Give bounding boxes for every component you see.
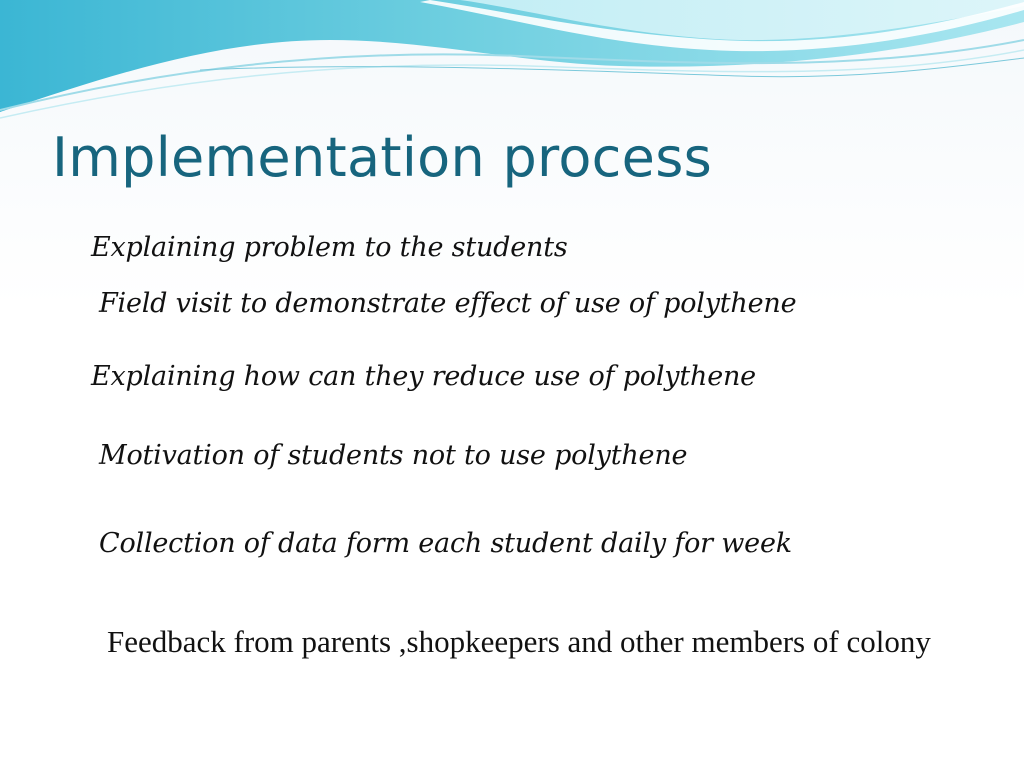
slide-title: Implementation process [52, 126, 713, 189]
header-wave-decoration [0, 0, 1024, 130]
list-item: Field visit to demonstrate effect of use of polythene [99, 288, 797, 319]
list-item: Motivation of students not to use polythene [99, 440, 688, 471]
list-item: Explaining how can they reduce use of polythene [91, 361, 756, 392]
list-item: Feedback from parents ,shopkeepers and other members of colony [107, 624, 931, 659]
list-item: Collection of data form each student daily for week [99, 528, 792, 559]
list-item: Explaining problem to the students [91, 232, 568, 263]
